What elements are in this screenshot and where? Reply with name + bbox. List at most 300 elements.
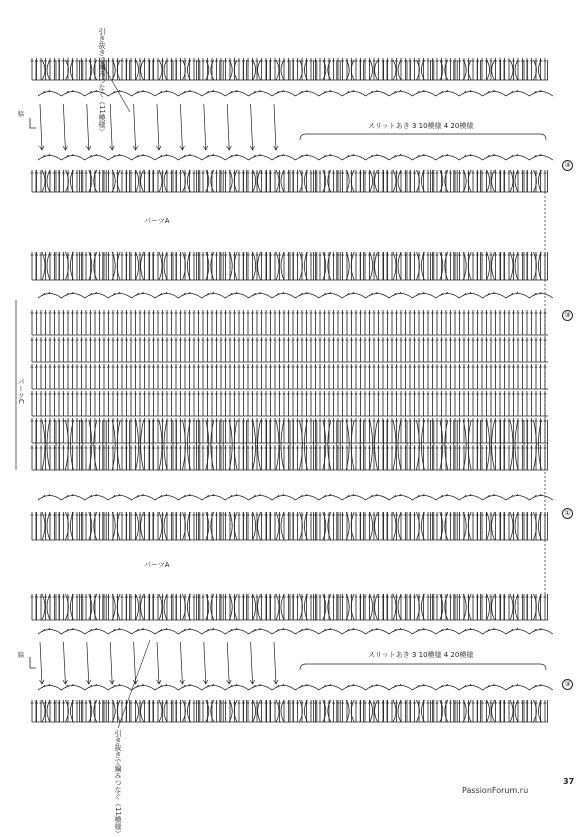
stitch: [337, 391, 340, 416]
stitch: [31, 337, 34, 362]
stitch: [152, 445, 155, 470]
stitch: [494, 170, 497, 192]
chain-loop: [459, 494, 482, 500]
stitch: [395, 310, 398, 335]
chain-loop: [436, 628, 459, 634]
stitch: [346, 391, 349, 416]
stitch: [386, 418, 389, 443]
stitch: [368, 170, 371, 192]
stitch: [193, 252, 196, 280]
stitch: [296, 58, 299, 80]
stitch: [332, 391, 335, 416]
stitch: [490, 391, 493, 416]
shell-motif: [293, 60, 313, 80]
chain-loop: [295, 684, 318, 690]
stitch: [49, 337, 52, 362]
stitch: [422, 512, 425, 540]
chain-loop: [202, 628, 225, 634]
stitch: [413, 310, 416, 335]
stitch: [188, 337, 191, 362]
stitch: [233, 364, 236, 389]
chain-loop: [61, 292, 84, 298]
stitch: [35, 58, 38, 80]
stitch: [499, 364, 502, 389]
stitch: [499, 445, 502, 470]
stitch: [260, 364, 263, 389]
stitch: [265, 700, 268, 722]
stitch: [431, 364, 434, 389]
stitch: [31, 364, 34, 389]
stitch: [530, 364, 533, 389]
stitch: [382, 700, 385, 722]
stitch: [413, 445, 416, 470]
chain-loop: [459, 628, 482, 634]
stitch: [238, 512, 241, 540]
stitch: [355, 594, 358, 620]
stitch: [386, 594, 389, 620]
stitch: [332, 310, 335, 335]
chain-loop: [366, 90, 389, 96]
shell-motif: [270, 594, 290, 620]
stitch: [31, 418, 34, 443]
stitch: [427, 337, 430, 362]
shell-motif: [176, 512, 196, 540]
stitch: [107, 310, 110, 335]
stitch: [35, 364, 38, 389]
chain-loop: [132, 292, 155, 298]
chain-loop: [483, 154, 506, 160]
shell-motif: [270, 512, 290, 540]
shell-motif: [106, 594, 126, 620]
stitch: [103, 337, 106, 362]
stitch: [238, 364, 241, 389]
stitch: [179, 364, 182, 389]
stitch: [503, 170, 506, 192]
stitch: [170, 337, 173, 362]
join-arrow: [250, 642, 255, 684]
stitch: [436, 170, 439, 192]
stitch: [157, 700, 160, 722]
stitch: [346, 364, 349, 389]
stitch: [341, 700, 344, 722]
stitch: [512, 512, 515, 540]
stitch: [53, 58, 56, 80]
stitch: [44, 252, 47, 280]
stitch: [530, 418, 533, 443]
shell-motif: [293, 420, 313, 470]
stitch: [521, 594, 524, 620]
shell-motif: [293, 512, 313, 540]
stitch: [224, 364, 227, 389]
chain-loop: [155, 90, 178, 96]
stitch: [229, 364, 232, 389]
stitch: [121, 391, 124, 416]
stitch: [472, 594, 475, 620]
stitch: [71, 391, 74, 416]
stitch: [314, 391, 317, 416]
chain-loop: [412, 494, 435, 500]
stitch: [319, 391, 322, 416]
stitch: [35, 337, 38, 362]
stitch: [130, 391, 133, 416]
stitch: [170, 700, 173, 722]
stitch: [319, 700, 322, 722]
stitch: [152, 170, 155, 192]
stitch: [215, 252, 218, 280]
stitch: [35, 445, 38, 470]
stitch: [53, 310, 56, 335]
stitch: [44, 391, 47, 416]
stitch: [323, 391, 326, 416]
stitch: [116, 337, 119, 362]
stitch: [242, 364, 245, 389]
stitch: [107, 418, 110, 443]
shell-motif: [457, 252, 477, 280]
stitch: [413, 170, 416, 192]
stitch: [40, 170, 43, 192]
stitch: [98, 310, 101, 335]
stitch-row-part-c-3: [31, 364, 549, 389]
stitch: [305, 310, 308, 335]
chain-loop: [366, 292, 389, 298]
chain-loop: [249, 90, 272, 96]
stitch: [319, 310, 322, 335]
row-marker-3-middle: ③: [562, 310, 573, 321]
stitch: [121, 512, 124, 540]
join-arrow: [40, 642, 45, 684]
stitch: [530, 700, 533, 722]
stitch: [53, 252, 56, 280]
chain-loop-row-top-2: [38, 154, 553, 160]
stitch: [121, 418, 124, 443]
chain-loop: [202, 494, 225, 500]
stitch: [386, 445, 389, 470]
chain-loop: [459, 90, 482, 96]
stitch: [319, 252, 322, 280]
stitch: [44, 364, 47, 389]
stitch: [184, 310, 187, 335]
stitch: [85, 252, 88, 280]
stitch: [305, 337, 308, 362]
stitch: [44, 310, 47, 335]
stitch: [364, 337, 367, 362]
stitch: [31, 700, 34, 722]
shell-motif: [153, 252, 173, 280]
stitch: [368, 337, 371, 362]
stitch: [278, 364, 281, 389]
stitch: [166, 512, 169, 540]
stitch: [107, 391, 110, 416]
stitch: [485, 310, 488, 335]
chain-loop: [85, 684, 108, 690]
stitch: [391, 594, 394, 620]
stitch: [503, 512, 506, 540]
shell-motif: [457, 60, 477, 80]
stitch: [400, 170, 403, 192]
stitch: [332, 170, 335, 192]
stitch: [503, 445, 506, 470]
stitch: [211, 337, 214, 362]
stitch: [134, 252, 137, 280]
stitch: [269, 58, 272, 80]
stitch: [193, 58, 196, 80]
stitch: [161, 252, 164, 280]
stitch: [323, 310, 326, 335]
shell-motif: [59, 420, 79, 470]
stitch: [31, 58, 34, 80]
stitch: [274, 445, 277, 470]
stitch: [31, 170, 34, 192]
chain-loop: [459, 154, 482, 160]
stitch: [148, 594, 151, 620]
stitch: [476, 364, 479, 389]
row-marker-3-bottom: ③: [562, 679, 573, 690]
stitch: [328, 310, 331, 335]
stitch: [89, 337, 92, 362]
stitch: [377, 512, 380, 540]
stitch: [89, 391, 92, 416]
chain-loop: [178, 628, 201, 634]
stitch: [517, 170, 520, 192]
chain-loop: [225, 292, 248, 298]
chain-loop: [108, 154, 131, 160]
chain-loop: [459, 292, 482, 298]
stitch: [260, 252, 263, 280]
stitch: [481, 391, 484, 416]
stitch: [400, 594, 403, 620]
join-arrows-bottom: [40, 642, 279, 684]
shell-motif: [59, 252, 79, 280]
stitch: [265, 418, 268, 443]
stitch: [422, 337, 425, 362]
stitch: [382, 252, 385, 280]
stitch: [337, 310, 340, 335]
chain-loop: [225, 684, 248, 690]
stitch: [436, 594, 439, 620]
stitch: [508, 310, 511, 335]
stitch: [382, 364, 385, 389]
stitch: [58, 391, 61, 416]
stitch: [76, 594, 79, 620]
stitch: [499, 512, 502, 540]
stitch: [215, 391, 218, 416]
stitch: [58, 337, 61, 362]
stitch: [521, 418, 524, 443]
stitch: [206, 391, 209, 416]
stitch: [503, 700, 506, 722]
stitch: [467, 337, 470, 362]
stitch: [265, 310, 268, 335]
chain-loop: [342, 628, 365, 634]
shell-motif: [106, 252, 126, 280]
stitch: [170, 170, 173, 192]
stitch: [301, 310, 304, 335]
stitch: [202, 445, 205, 470]
stitch: [238, 310, 241, 335]
stitch: [535, 310, 538, 335]
stitch: [121, 310, 124, 335]
stitch: [148, 170, 151, 192]
stitch: [400, 512, 403, 540]
stitch: [526, 310, 529, 335]
stitch: [427, 418, 430, 443]
stitch: [458, 337, 461, 362]
stitch: [391, 700, 394, 722]
stitch: [161, 594, 164, 620]
stitch: [391, 337, 394, 362]
chain-loop: [529, 494, 552, 500]
stitch: [530, 391, 533, 416]
stitch: [80, 337, 83, 362]
stitch: [152, 310, 155, 335]
stitch: [161, 700, 164, 722]
chain-loop: [319, 90, 342, 96]
stitch: [526, 364, 529, 389]
stitch: [220, 391, 223, 416]
stitch: [157, 445, 160, 470]
stitch: [98, 364, 101, 389]
side-seam-label-top: 脇: [18, 111, 25, 118]
stitch: [431, 310, 434, 335]
stitch: [454, 337, 457, 362]
stitch: [40, 700, 43, 722]
stitch: [310, 310, 313, 335]
stitch: [373, 391, 376, 416]
chain-loop: [459, 684, 482, 690]
chain-loop: [272, 154, 295, 160]
stitch: [202, 310, 205, 335]
shell-motif: [387, 252, 407, 280]
stitch: [179, 418, 182, 443]
stitch: [251, 252, 254, 280]
stitch-row-part-c-4: [31, 391, 549, 416]
stitch: [292, 337, 295, 362]
stitch: [355, 418, 358, 443]
stitch: [359, 391, 362, 416]
chain-loop: [342, 90, 365, 96]
stitch: [377, 700, 380, 722]
shell-motif: [176, 60, 196, 80]
stitch: [242, 310, 245, 335]
chain-loop: [272, 494, 295, 500]
stitch: [94, 391, 97, 416]
chain-loop: [132, 154, 155, 160]
chain-loop: [132, 494, 155, 500]
stitch: [530, 594, 533, 620]
join-arrow: [133, 642, 138, 684]
stitch: [85, 364, 88, 389]
stitch: [485, 700, 488, 722]
stitch: [521, 58, 524, 80]
stitch: [400, 337, 403, 362]
stitch: [319, 364, 322, 389]
chain-loop: [61, 684, 84, 690]
stitch: [49, 700, 52, 722]
stitch: [310, 337, 313, 362]
stitch: [121, 170, 124, 192]
stitch: [341, 418, 344, 443]
stitch: [152, 512, 155, 540]
stitch: [458, 310, 461, 335]
shell-motif: [293, 252, 313, 280]
chain-loop: [436, 90, 459, 96]
stitch: [193, 170, 196, 192]
stitch: [161, 337, 164, 362]
stitch: [530, 170, 533, 192]
stitch: [427, 58, 430, 80]
chain-loop: [85, 628, 108, 634]
stitch: [440, 337, 443, 362]
stitch: [251, 170, 254, 192]
stitch: [296, 364, 299, 389]
stitch: [283, 512, 286, 540]
stitch: [143, 310, 146, 335]
stitch: [202, 337, 205, 362]
stitch: [413, 391, 416, 416]
stitch: [202, 58, 205, 80]
stitch: [112, 391, 115, 416]
stitch: [328, 364, 331, 389]
stitch: [76, 337, 79, 362]
stitch: [202, 252, 205, 280]
stitch: [337, 364, 340, 389]
stitch: [539, 337, 542, 362]
stitch: [269, 594, 272, 620]
stitch: [454, 310, 457, 335]
stitch: [305, 391, 308, 416]
stitch: [319, 512, 322, 540]
stitch: [499, 418, 502, 443]
join-arrow: [63, 104, 68, 150]
stitch: [436, 512, 439, 540]
stitch: [44, 512, 47, 540]
stitch: [139, 391, 142, 416]
shell-motif: [223, 420, 243, 470]
stitch: [85, 512, 88, 540]
shell-motif: [410, 594, 430, 620]
stitch: [265, 170, 268, 192]
stitch: [490, 310, 493, 335]
stitch: [481, 310, 484, 335]
part-a-label-top: パーツA: [144, 217, 170, 225]
side-marker-bottom: [30, 657, 36, 668]
stitch: [143, 58, 146, 80]
stitch: [332, 445, 335, 470]
chain-loop: [178, 90, 201, 96]
stitch: [170, 252, 173, 280]
stitch: [202, 594, 205, 620]
stitch: [166, 364, 169, 389]
stitch: [409, 310, 412, 335]
stitch: [458, 170, 461, 192]
stitch: [260, 310, 263, 335]
chain-loop: [155, 684, 178, 690]
stitch: [274, 594, 277, 620]
join-arrow: [157, 642, 162, 684]
stitch: [427, 252, 430, 280]
stitch: [62, 170, 65, 192]
stitch: [269, 170, 272, 192]
stitch: [508, 252, 511, 280]
stitch: [499, 310, 502, 335]
stitch: [238, 337, 241, 362]
stitch: [76, 700, 79, 722]
stitch: [148, 391, 151, 416]
stitch: [476, 391, 479, 416]
chain-loop-row-mid-1: [38, 292, 553, 298]
stitch: [440, 310, 443, 335]
stitch: [76, 364, 79, 389]
